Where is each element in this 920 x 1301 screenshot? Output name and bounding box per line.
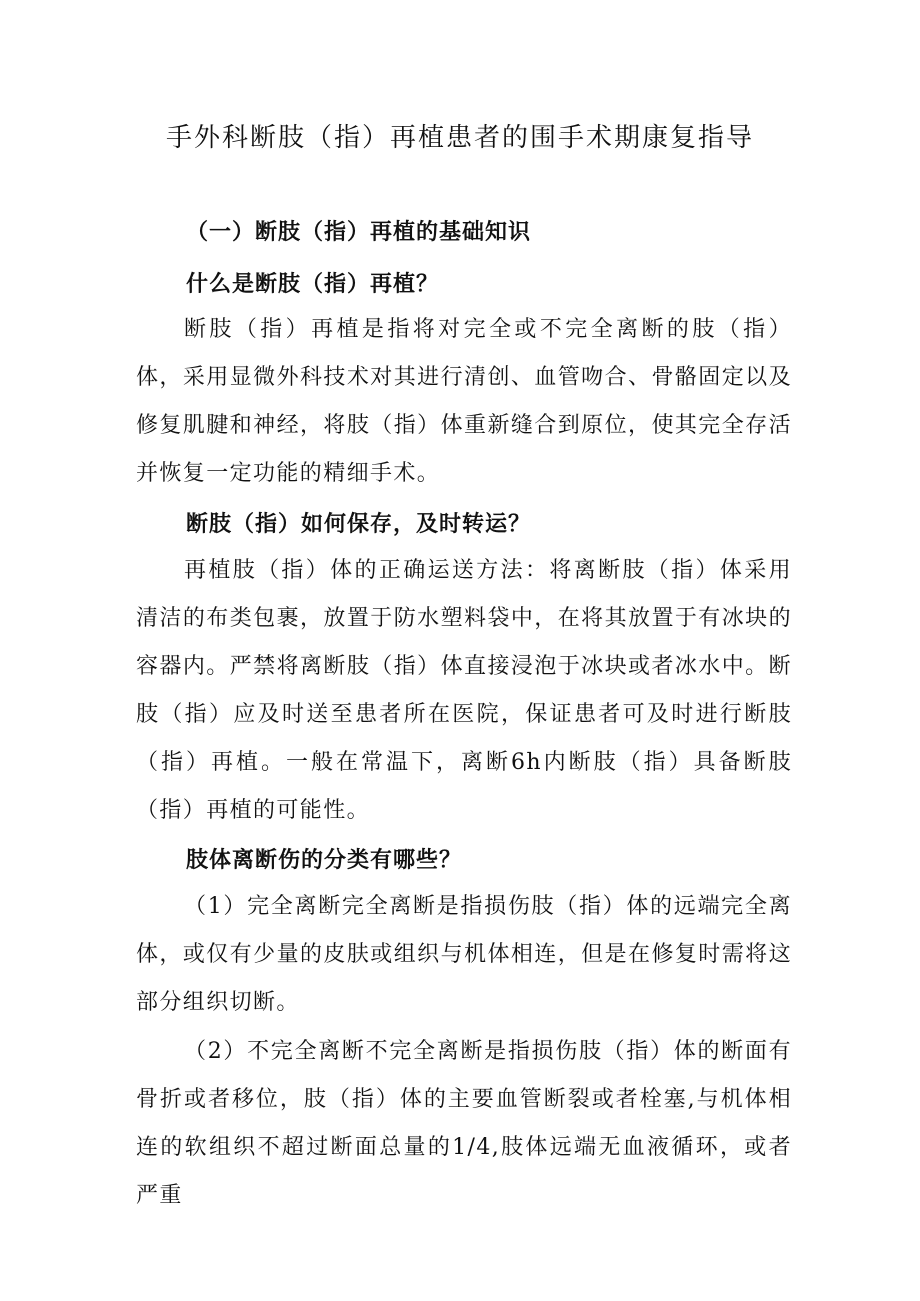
section-heading-basics: （一）断肢（指）再植的基础知识 [186, 219, 532, 245]
paragraph-definition: 断肢（指）再植是指将对完全或不完全离断的肢（指）体，采用显微外科技术对其进行清创、血管吻合、骨骼固定以及修复肌腱和神经，将肢（指）体重新缝合到原位，使其完全存活并恢复一定功能的精细手术。 [136, 317, 792, 486]
question-heading-preservation: 断肢（指）如何保存，及时转运？ [186, 511, 532, 537]
question-heading-what-is-replantation: 什么是断肢（指）再植？ [186, 271, 440, 297]
document-title: 手外科断肢（指）再植患者的围手术期康复指导 [165, 123, 754, 153]
question-heading-classification: 肢体离断伤的分类有哪些？ [186, 847, 463, 873]
paragraph-incomplete-amputation: （2）不完全离断不完全离断是指损伤肢（指）体的断面有骨折或者移位，肢（指）体的主要血管断裂或者栓塞,与机体相连的软组织不超过断面总量的1/4,肢体远端无血液循环，或者严重 [136, 1039, 792, 1208]
paragraph-preservation: 再植肢（指）体的正确运送方法：将离断肢（指）体采用清洁的布类包裹，放置于防水塑料袋中，在将其放置于有冰块的容器内。严禁将离断肢（指）体直接浸泡于冰块或者冰水中。断肢（指）应及时送至患者所在医院，保证患者可及时进行断肢（指）再植。一般在常温下，离断6h内断肢（指）具备断肢（指）再植的可能性。 [136, 558, 792, 823]
paragraph-complete-amputation: （1）完全离断完全离断是指损伤肢（指）体的远端完全离体，或仅有少量的皮肤或组织与机体相连，但是在修复时需将这部分组织切断。 [136, 894, 792, 1015]
